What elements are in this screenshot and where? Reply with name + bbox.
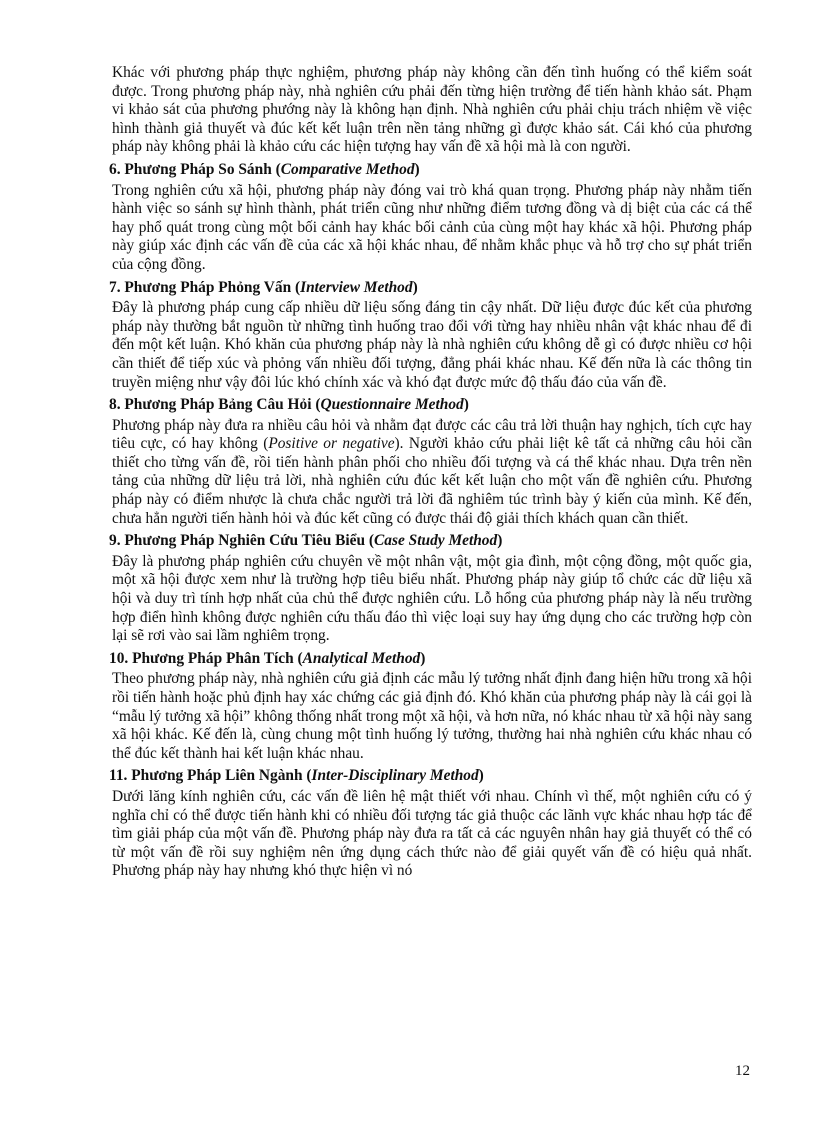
section-body-interview: Đây là phương pháp cung cấp nhiều dữ liệu sống đáng tin cậy nhất. Dữ liệu được đúc kết của phương pháp này thường bắt nguồn từ những tình huống trao đổi với từng hay nhiều nhân vật khác nhau để đi đến một kết luận. Khó khăn của phương pháp này là nhà nghiên cứu không dễ gì có được nhiều cơ hội cần thiết để tiếp xúc và phỏng vấn nhiều đối tượng, đẳng phái khác nhau. Kế đến nữa là các thông tin truyền miệng như vậy đôi lúc khó chính xác và khó đạt được mức độ thấu đáo của vấn đề. xyxy=(112,299,752,391)
section-heading-interview: 7. Phương Pháp Phỏng Vấn (Interview Method) xyxy=(109,278,418,296)
section-heading-inter-disciplinary: 11. Phương Pháp Liên Ngành (Inter-Disciplinary Method) xyxy=(109,767,484,785)
section-heading-questionnaire: 8. Phương Pháp Bảng Câu Hỏi (Questionnaire Method) xyxy=(109,396,469,414)
section-body-inter-disciplinary: Dưới lăng kính nghiên cứu, các vấn đề liên hệ mật thiết với nhau. Chính vì thế, một nghiên cứu có ý nghĩa chỉ có thể được tiến hành khi có nhiều đối tượng tác giả thuộc các lãnh vực khác nhau hợp tác để tìm giải pháp của một vấn đề. Phương pháp này đưa ra tất cả các nguyên nhân hay giả thuyết có thể có từ một vấn đề rồi suy nghiệm nên ứng dụng cách thức nào để giải quyết vấn đề có hiệu quả nhất. Phương pháp này hay nhưng khó thực hiện vì nó xyxy=(112,787,752,880)
section-body-comparative: Trong nghiên cứu xã hội, phương pháp này đóng vai trò khá quan trọng. Phương pháp này nhằm tiến hành việc so sánh sự hình thành, phát triển cũng như những điểm tương đồng và dị biệt của các cá thể hay phổ quát trong cùng một bối cảnh hay khác bối cảnh của cùng một hay khác xã hội. Phương pháp này giúp xác định các vấn đề của các xã hội khác nhau, để nhằm khắc phục và hỗ trợ cho sự phát triển của cộng đồng. xyxy=(112,181,752,273)
section-heading-comparative: 6. Phương Pháp So Sánh (Comparative Method) xyxy=(109,160,420,178)
section-body-case-study: Đây là phương pháp nghiên cứu chuyên về một nhân vật, một gia đình, một cộng đồng, một quốc gia, một xã hội được xem như là trường hợp tiêu biểu nhất. Phương pháp này giúp tổ chức các dữ liệu xã hội và duy trì tính hợp nhất của chủ thể được nghiên cứu. Lỗ hổng của phương pháp này là nếu trường hợp điển hình không được nghiên cứu thấu đáo thì việc loại suy hay ứng dụng cho các trường hợp còn lại sẽ rơi vào sai lầm nghiêm trọng. xyxy=(112,552,752,645)
section-heading-case-study: 9. Phương Pháp Nghiên Cứu Tiêu Biểu (Case Study Method) xyxy=(109,532,503,550)
section-body-questionnaire: Phương pháp này đưa ra nhiều câu hỏi và nhằm đạt được các câu trả lời thuận hay nghịch, tích cực hay tiêu cực, có hay không (Positive or negative). Người khảo cứu phải liệt kê tất cả những câu hỏi cần thiết cho từng vấn đề, rồi tiến hành phân phối cho nhiều đối tượng và cá thể khác nhau. Dựa trên nền tảng của những dữ liệu trả lời, nhà nghiên cứu đúc kết kết luận cho một vấn đề nghiên cứu. Phương pháp này có điểm nhược là chưa chắc người trả lời đã nghiêm túc trình bày ý kiến của mình. Kế đến, chưa hẳn người tiến hành hỏi và đúc kết cũng có được thái độ giải thích khách quan cần thiết. xyxy=(112,416,752,527)
intro-paragraph: Khác với phương pháp thực nghiệm, phương pháp này không cần đến tình huống có thể kiểm soát được. Trong phương pháp này, nhà nghiên cứu phải đến từng hiện trường để tiến hành khảo sát. Phạm vi khảo sát của phương phướng này là không hạn định. Nhà nghiên cứu phải chịu trách nhiệm về việc hình thành giả thuyết và đúc kết kết luận trên nền tảng những gì được khảo sát. Cái khó của phương pháp này không phải là khảo cứu các hiện tượng hay vấn đề xã hội mà là con người. xyxy=(112,64,752,156)
section-heading-analytical: 10. Phương Pháp Phân Tích (Analytical Method) xyxy=(109,649,426,667)
section-body-analytical: Theo phương pháp này, nhà nghiên cứu giả định các mẫu lý tưởng nhất định đang hiện hữu trong xã hội rồi tiến hành hoặc phủ định hay xác chứng các giả định đó. Khó khăn của phương pháp này là cái gọi là “mẫu lý tưởng xã hội” không thống nhất trong một xã hội, và hơn nữa, nó khác nhau từ xã hội này sang xã hội khác. Kế đến là, cùng chung một tình huống lý tưởng, thường hai nhà nghiên cứu khác nhau có thể đúc kết thành hai kết luận khác nhau. xyxy=(112,670,752,762)
page-body xyxy=(109,64,752,881)
page-number: 12 xyxy=(735,1063,750,1079)
